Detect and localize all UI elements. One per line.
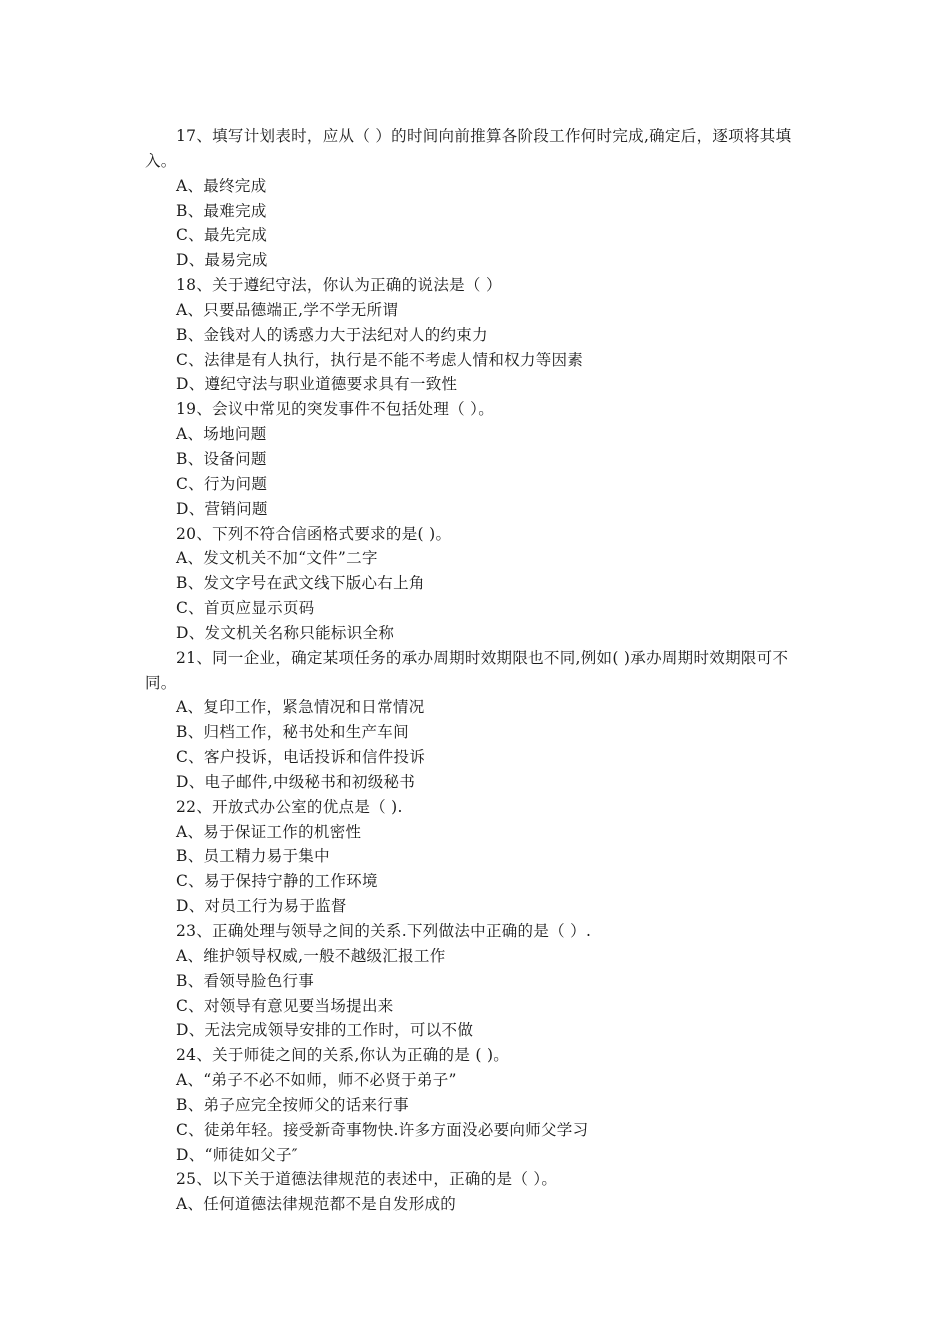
option-a: A、易于保证工作的机密性: [176, 822, 362, 841]
option-b: B、看领导脸色行事: [176, 971, 315, 990]
option-d: D、营销问题: [176, 499, 268, 518]
option-a: A、维护领导权威,一般不越级汇报工作: [176, 946, 446, 965]
option-c: C、法律是有人执行，执行是不能不考虑人情和权力等因素: [176, 350, 584, 369]
question-text: 24、关于师徒之间的关系,你认为正确的是 ( )。: [176, 1046, 510, 1065]
option-c: C、客户投诉，电话投诉和信件投诉: [176, 748, 426, 767]
option-c: C、易于保持宁静的工作环境: [176, 872, 378, 891]
question-text: 19、会议中常见的突发事件不包括处理（ ）。: [176, 400, 495, 419]
question-20: [145, 522, 815, 646]
question-text: 22、开放式办公室的优点是（ ).: [176, 797, 403, 816]
question-21: [145, 646, 815, 795]
option-d: D、对员工行为易于监督: [176, 897, 347, 916]
option-a: A、“弟子不必不如师，师不必贤于弟子”: [176, 1071, 457, 1090]
question-22: [145, 795, 815, 919]
question-23: [145, 919, 815, 1043]
option-c: C、徒弟年轻。接受新奇事物快.许多方面没必要向师父学习: [176, 1120, 589, 1139]
option-d: D、电子邮件,中级秘书和初级秘书: [176, 772, 416, 791]
option-b: B、设备问题: [176, 449, 267, 468]
option-b: B、金钱对人的诱惑力大于法纪对人的约束力: [176, 325, 488, 344]
question-25: [145, 1167, 815, 1217]
question-18: [145, 273, 815, 397]
question-text: 21、同一企业，确定某项任务的承办周期时效期限也不同,例如( )承办周期时效期限可不同。: [145, 648, 789, 692]
option-d: D、无法完成领导安排的工作时，可以不做: [176, 1021, 474, 1040]
option-c: C、最先完成: [176, 226, 268, 245]
option-d: D、最易完成: [176, 251, 268, 270]
question-text: 23、正确处理与领导之间的关系.下列做法中正确的是（ ）.: [176, 922, 592, 940]
option-c: C、首页应显示页码: [176, 599, 315, 618]
question-text: 17、填写计划表时，应从（ ）的时间向前推算各阶段工作何时完成,确定后，逐项将其填入。: [145, 127, 792, 170]
question-text: 18、关于遵纪守法，你认为正确的说法是（ ）: [176, 276, 502, 295]
option-c: C、对领导有意见要当场提出来: [176, 996, 394, 1015]
option-b: B、归档工作，秘书处和生产车间: [176, 723, 409, 742]
question-list: [145, 124, 815, 1217]
option-a: A、任何道德法律规范都不是自发形成的: [176, 1195, 457, 1214]
question-24: [145, 1043, 815, 1167]
option-b: B、员工精力易于集中: [176, 847, 330, 866]
question-text: 20、下列不符合信函格式要求的是( )。: [176, 524, 452, 543]
option-b: B、发文字号在武文线下版心右上角: [176, 574, 425, 593]
option-a: A、复印工作，紧急情况和日常情况: [176, 698, 425, 717]
option-c: C、行为问题: [176, 474, 268, 493]
option-d: D、“师徒如父子″: [176, 1145, 298, 1164]
option-d: D、遵纪守法与职业道德要求具有一致性: [176, 375, 458, 394]
option-a: A、最终完成: [176, 176, 267, 195]
option-d: D、发文机关名称只能标识全称: [176, 623, 395, 642]
option-a: A、场地问题: [176, 425, 267, 444]
question-19: [145, 397, 815, 521]
question-text: 25、以下关于道德法律规范的表述中，正确的是（ ）。: [176, 1170, 558, 1189]
question-17: [145, 124, 815, 273]
option-b: B、最难完成: [176, 201, 267, 220]
option-b: B、弟子应完全按师父的话来行事: [176, 1095, 409, 1114]
option-a: A、发文机关不加“文件”二字: [176, 549, 378, 568]
option-a: A、只要品德端正,学不学无所谓: [176, 300, 399, 319]
